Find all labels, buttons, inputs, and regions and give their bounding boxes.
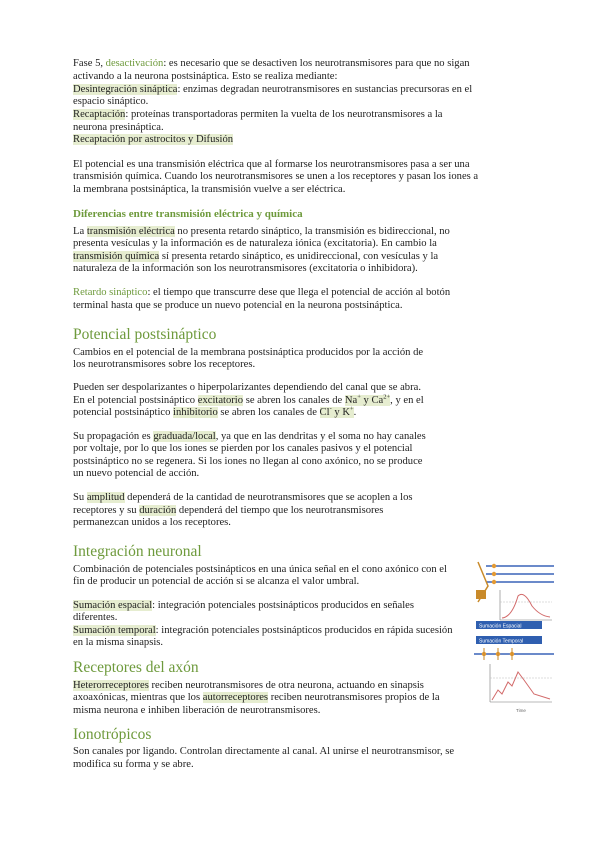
diferencias-line-2: presenta vesículas y la información es de naturaleza iónica (excitatoria). En cambio la	[73, 238, 437, 249]
diferencias-line-4: naturaleza de la información son los neurotransmisores (excitatoria o inhibidora).	[73, 263, 418, 274]
fase5-line-2: activando a la neurona postsináptica. Esto se realiza mediante:	[73, 71, 338, 82]
potencial-postsinaptico-heading: Potencial postsináptico	[73, 326, 217, 343]
pp-p4-line-1: Su amplitud dependerá de la cantidad de neurotransmisores que se acoplen a los	[73, 492, 413, 503]
pp-p3-line-4: un nuevo potencial de acción.	[73, 468, 200, 479]
potencial-line-2: transmisión química. Cuando los neurotransmisores se unen a los receptores y pasan los iones a	[73, 171, 479, 182]
term-duracion: duración	[139, 505, 177, 516]
sumacion-figure	[470, 560, 556, 718]
term-heterorreceptores: Heterorreceptores	[73, 680, 149, 691]
integracion-heading: Integración neuronal	[73, 543, 202, 560]
term-transmision-quimica: transmisión química	[73, 251, 160, 262]
term-autorreceptores: autorreceptores	[202, 692, 269, 703]
ionotropicos-line-2: modifica su forma y se abre.	[73, 759, 194, 770]
pp-p1-line-2: los neurotransmisores sobre los receptores.	[73, 359, 256, 370]
fase5-bullet-1-cont: espacio sináptico.	[73, 96, 149, 107]
sumacion-espacial-line-2: diferentes.	[73, 612, 118, 623]
diferencias-line-1: La transmisión eléctrica no presenta retardo sináptico, la transmisión es bidireccional, no	[73, 226, 450, 237]
pp-p3-line-2: por voltaje, por lo que los iones se pierden por los canales pasivos y el potencial	[73, 443, 413, 454]
integracion-line-2: fin de producir un potencial de acción si se alcanza el valor umbral.	[73, 576, 360, 587]
receptores-line-1: Heterorreceptores reciben neurotransmisores de otra neurona, actuando en sinapsis	[73, 680, 424, 691]
fig-label-temporal: Sumación Temporal	[479, 638, 524, 645]
term-transmision-electrica: transmisión eléctrica	[86, 226, 175, 237]
fase5-bullet-2-cont: neurona presináptica.	[73, 122, 164, 133]
fase5-bullet-1: Desintegración sináptica: enzimas degradan neurotransmisores en sustancias precursoras en el	[73, 84, 473, 95]
retardo-line-2: terminal hasta que se produce un nuevo potencial en la neurona postsináptica.	[73, 300, 403, 311]
term-sumacion-espacial: Sumación espacial	[73, 600, 153, 611]
integracion-line-1: Combinación de potenciales postsinápticos en una única señal en el cono axónico con el	[73, 564, 447, 575]
fig-label-espacial: Sumación Espacial	[479, 623, 522, 630]
sumacion-espacial-line-1: Sumación espacial: integración potenciales postsinápticos producidos en señales	[73, 600, 414, 611]
pp-p1-line-1: Cambios en el potencial de la membrana postsináptica producidos por la acción de	[73, 347, 424, 358]
ionotropicos-line-1: Son canales por ligando. Controlan directamente al canal. Al unirse el neurotransmisor, se	[73, 746, 455, 757]
receptores-line-2: axoaxónicas, mientras que los autorreceptores reciben neurotransmisores propios de la	[73, 692, 440, 703]
pp-p3-line-3: postsináptico no se regenera. Si los iones no llegan al cono axónico, no se produce	[73, 456, 423, 467]
potencial-line-3: la membrana postsináptica, la transmisión vuelve a ser eléctrica.	[73, 184, 346, 195]
pp-p4-line-2: receptores y su duración dependerá del tiempo que los neurotransmisores	[73, 505, 384, 516]
potencial-line-1: El potencial es una transmisión eléctrica que al formarse los neurotransmisores pasa a ser una	[73, 159, 470, 170]
pp-p2-line-3: potencial postsináptico inhibitorio se abren los canales de Cl- y K+.	[73, 405, 357, 418]
term-recaptacion-astrocitos: Recaptación por astrocitos y Difusión	[73, 134, 234, 145]
term-desactivacion: desactivación	[105, 58, 164, 69]
term-amplitud: amplitud	[86, 492, 125, 503]
term-retardo: Retardo sináptico	[73, 287, 148, 298]
term-recaptacion: Recaptación	[73, 109, 126, 120]
fig-axis-label: Time	[516, 708, 526, 713]
term-inhibitorio: inhibitorio	[173, 407, 218, 418]
fase5-bullet-2: Recaptación: proteínas transportadoras permiten la vuelta de los neurotransmisores a la	[73, 109, 443, 120]
term-graduada: graduada/local	[153, 431, 216, 442]
pp-p3-line-1: Su propagación es graduada/local, ya que en las dendritas y el soma no hay canales	[73, 431, 426, 442]
ionotropicos-heading: Ionotrópicos	[73, 726, 152, 743]
retardo-line-1: Retardo sináptico: el tiempo que transcurre dese que llega el potencial de acción al botón	[73, 287, 451, 298]
fase5-line-1: Fase 5, desactivación: es necesario que se desactiven los neurotransmisores para que no sigan	[73, 58, 470, 69]
pp-p4-line-3: permanezcan unidos a los receptores.	[73, 517, 231, 528]
term-sumacion-temporal: Sumación temporal	[73, 625, 156, 636]
term-excitatorio: excitatorio	[197, 395, 244, 406]
diferencias-line-3: transmisión química sí presenta retardo sináptico, es unidireccional, con vesículas y la	[73, 251, 439, 262]
pp-p2-line-2: En el potencial postsináptico excitatorio se abren los canales de Na+ y $Ca^{2+}$, y en el	[73, 393, 424, 406]
term-desintegracion: Desintegración sináptica	[73, 84, 178, 95]
fase5-bullet-3	[73, 134, 233, 147]
sumacion-temporal-line-2: en la misma sinapsis.	[73, 637, 164, 648]
receptores-line-3: misma neurona e inhiben liberación de neurotransmisores.	[73, 705, 321, 716]
pp-p2-line-1: Pueden ser despolarizantes o hiperpolarizantes dependiendo del canal que se abra.	[73, 382, 421, 393]
diferencias-heading: Diferencias entre transmisión eléctrica y química	[73, 208, 303, 220]
sumacion-temporal-line-1: Sumación temporal: integración potenciales postsinápticos producidos en rápida sucesión	[73, 625, 453, 636]
receptores-heading: Receptores del axón	[73, 659, 199, 676]
